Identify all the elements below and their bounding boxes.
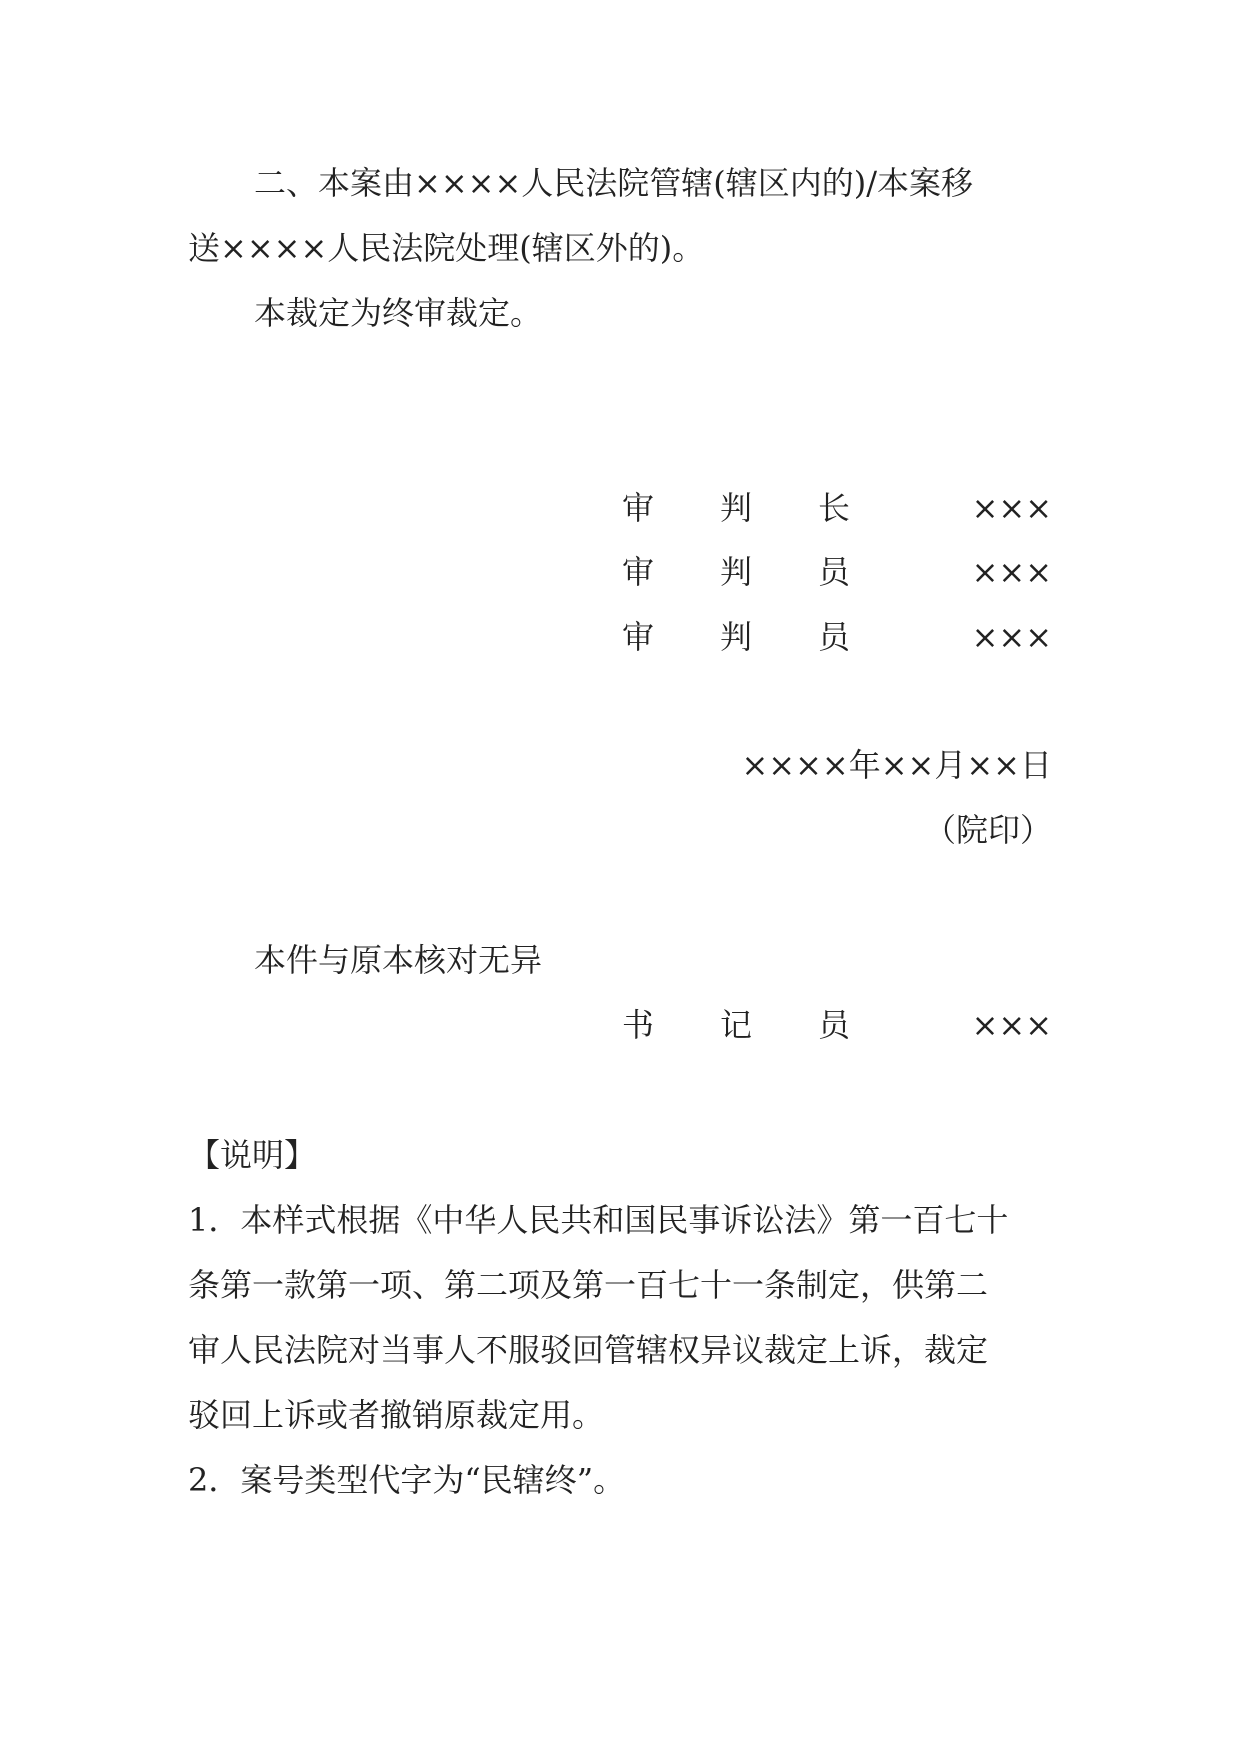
signature-title-char: 审 [622,618,655,656]
signature-title-char: 记 [720,1006,753,1044]
signature-name: ××× [971,489,1052,527]
court-seal: （院印） [923,811,1052,849]
signature-name: ××× [971,1006,1052,1044]
signature-title-char: 审 [622,489,655,527]
signature-title-char: 员 [818,618,851,656]
body-para1-line1: 二、本案由××××人民法院管辖(辖区内的)/本案移 [254,164,974,202]
notes-line: 1．本样式根据《中华人民共和国民事诉讼法》第一百七十 [188,1201,1009,1239]
signature-title-char: 判 [720,489,753,527]
signature-presiding-judge [622,488,1052,528]
certify-statement: 本件与原本核对无异 [254,941,543,979]
signature-title-char: 员 [818,1006,851,1044]
signature-title-char: 长 [818,489,851,527]
signature-title-char: 判 [720,553,753,591]
signature-title-char: 员 [818,553,851,591]
signature-clerk [622,1005,1052,1045]
notes-line: 2．案号类型代字为“民辖终”。 [188,1461,626,1499]
notes-heading: 【说明】 [188,1136,317,1174]
notes-line: 条第一款第一项、第二项及第一百七十一条制定，供第二 [188,1266,989,1304]
signature-title-char: 审 [622,553,655,591]
signature-name: ××× [971,618,1052,656]
body-para1-line2: 送××××人民法院处理(辖区外的)。 [188,229,705,267]
judgment-date: ××××年××月××日 [741,746,1052,784]
notes-line: 驳回上诉或者撤销原裁定用。 [188,1396,605,1434]
signature-judge-1 [622,552,1052,592]
notes-line: 审人民法院对当事人不服驳回管辖权异议裁定上诉，裁定 [188,1331,989,1369]
signature-judge-2 [622,617,1052,657]
signature-title-char: 书 [622,1006,655,1044]
signature-name: ××× [971,553,1052,591]
body-para2: 本裁定为终审裁定。 [254,294,543,332]
signature-title-char: 判 [720,618,753,656]
